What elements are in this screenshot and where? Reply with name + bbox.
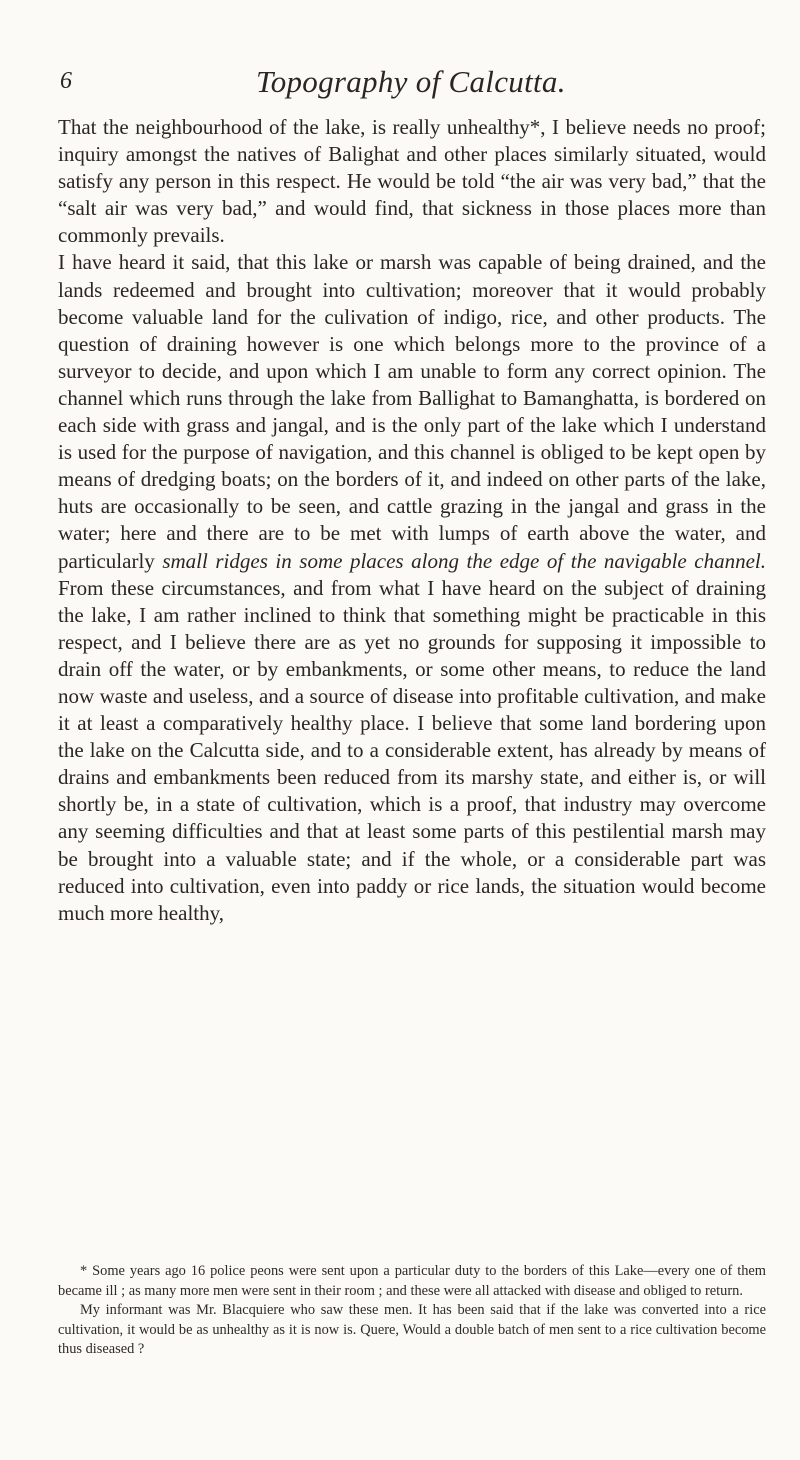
footnote-paragraph-1: * Some years ago 16 police peons were sent upon a particular duty to the borders of this Lake—every one of them became ill ; as many more men were sent in their room ; and these were all attacked with disease and obliged to return.	[58, 1263, 766, 1299]
paragraph-2	[58, 249, 766, 926]
paragraph-2-italic: small ridges in some places along the edge of the navigable channel.	[162, 548, 766, 573]
footnote-paragraph-2: My informant was Mr. Blacquiere who saw these men. It has been said that if the lake was converted into a rice cultivation, it would be as unhealthy as it is now is. Quere, Would a double batch of men sent to a rice cultivation become thus diseased ?	[58, 1302, 766, 1358]
body-text	[58, 114, 766, 927]
page-number: 6	[60, 68, 72, 94]
running-title: Topography of Calcutta.	[256, 64, 566, 99]
paragraph-2-end: From these circumstances, and from what I have heard on the subject of draining the lake, I am rather inclined to think that something might be practicable in this respect, and I believe there are as yet no grounds for supposing it impossible to drain off the water, or by embankments, or some other means, to reduce the land now waste and useless, and a source of disease into profitable cultivation, and make it at least a comparatively healthy place. I believe that some land bordering upon the lake on the Calcutta side, and to a considerable extent, has already by means of drains and embankments been reduced from its marshy state, and either is, or will shortly be, in a state of cultivation, which is a proof, that industry may overcome any seeming difficulties and that at least some parts of this pestilential marsh may be brought into a valuable state; and if the whole, or a considerable part was reduced into cultivation, even into paddy or rice lands, the situation would become much more healthy,	[58, 575, 766, 925]
paragraph-2-start: I have heard it said, that this lake or marsh was capable of being drained, and the lands redeemed and brought into cultivation; moreover that it would probably become valuable land for the culivation of indigo, rice, and other products. The question of draining however is one which belongs more to the province of a surveyor to decide, and upon which I am unable to form any correct opinion. The channel which runs through the lake from Ballighat to Bamanghatta, is bordered on each side with grass and jangal, and is the only part of the lake which I understand is used for the purpose of navigation, and this channel is obliged to be kept open by means of dredging boats; on the borders of it, and indeed on other parts of the lake, huts are occasionally to be seen, and cattle grazing in the jangal and grass in the water; here and there are to be met with lumps of earth above the water, and particularly	[58, 250, 766, 573]
footnote	[58, 1262, 766, 1360]
page-header	[60, 64, 760, 104]
paragraph-1: That the neighbourhood of the lake, is really unhealthy*, I believe needs no proof; inquiry amongst the natives of Balighat and other places similarly situated, would satisfy any person in this respect. He would be told “the air was very bad,” that the “salt air was very bad,” and would find, that sickness in those places more than commonly prevails.	[58, 115, 766, 248]
